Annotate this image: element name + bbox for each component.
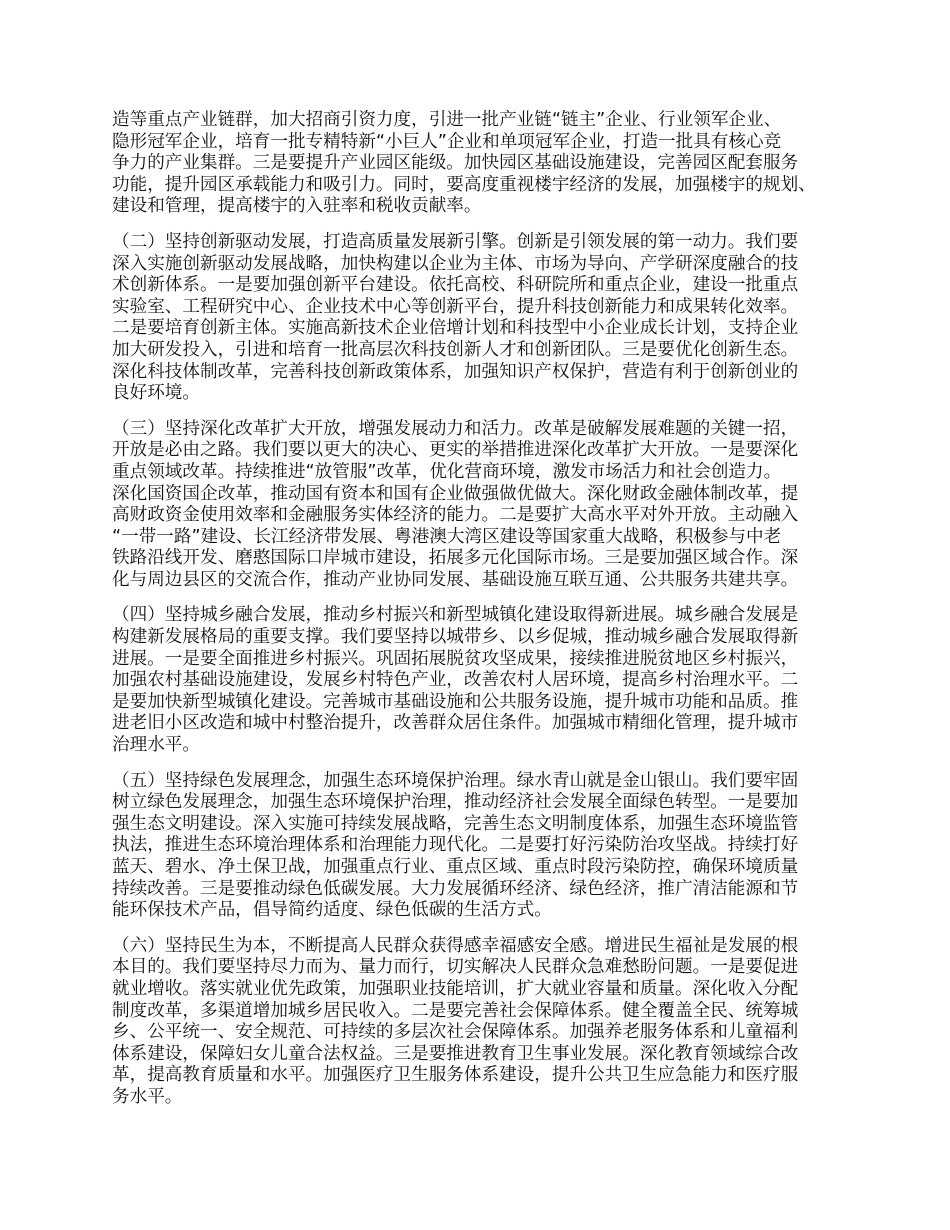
text-line: 强生态文明建设。深入实施可持续发展战略，完善生态文明制度体系，加强生态环境监管: [112, 813, 799, 834]
text-line: 良好环境。: [112, 383, 200, 404]
text-line: （二）坚持创新驱动发展，打造高质量发展新引擎。创新是引领发展的第一动力。我们要: [112, 231, 799, 252]
document-body: [112, 110, 852, 1123]
text-line: 争力的产业集群。三是要提升产业园区能级。加快园区基础设施建设，完善园区配套服务: [112, 153, 799, 174]
text-line: 持续改善。三是要推动绿色低碳发展。大力发展循环经济、绿色经济，推广清洁能源和节: [112, 878, 799, 899]
text-line: （六）坚持民生为本，不断提高人民群众获得感幸福感安全感。增进民生福祉是发展的根: [112, 935, 799, 956]
text-line: 蓝天、碧水、净土保卫战，加强重点行业、重点区域、重点时段污染防控，确保环境质量: [112, 857, 799, 877]
text-line: 构建新发展格局的重要支撑。我们要坚持以城带乡、以乡促城，推动城乡融合发展取得新: [112, 627, 799, 648]
text-line: 深化国资国企改革，推动国有资本和国有企业做强做优做大。深化财政金融体制改革，提: [112, 483, 799, 504]
text-line: 执法，推进生态环境治理体系和治理能力现代化。二是要打好污染防治攻坚战。持续打好: [112, 835, 799, 856]
text-line: 乡、公平统一、安全规范、可持续的多层次社会保障体系。加强养老服务体系和儿童福利: [112, 1022, 799, 1043]
paragraph-urban-rural: [112, 605, 852, 756]
text-line: 体系建设，保障妇女儿童合法权益。三是要推进教育卫生事业发展。深化教育领域综合改: [112, 1043, 799, 1064]
text-line: （五）坚持绿色发展理念，加强生态环境保护治理。绿水青山就是金山银山。我们要牢固: [112, 770, 799, 791]
text-line: 加强农村基础设施建设，发展乡村特色产业，改善农村人居环境，提高乡村治理水平。二: [112, 670, 799, 691]
text-line: 树立绿色发展理念，加强生态环境保护治理，推动经济社会发展全面绿色转型。一是要加: [112, 792, 799, 813]
text-line: “一带一路”建设、长江经济带发展、粤港澳大湾区建设等国家重大战略，积极参与中老: [112, 526, 782, 547]
text-line: 高财政资金使用效率和金融服务实体经济的能力。二是要扩大高水平对外开放。主动融入: [112, 505, 799, 526]
paragraph-industry-chain: [112, 110, 852, 218]
text-line: 化与周边县区的交流合作，推动产业协同发展、基础设施互联互通、公共服务共建共享。: [112, 569, 799, 590]
text-line: 二是要培育创新主体。实施高新技术企业倍增计划和科技型中小企业成长计划，支持企业: [112, 318, 799, 339]
text-line: 就业增收。落实就业优先政策，加强职业技能培训，扩大就业容量和质量。深化收入分配: [112, 978, 799, 999]
text-line: 术创新体系。一是要加强创新平台建设。依托高校、科研院所和重点企业，建设一批重点: [112, 275, 799, 296]
text-line: 革，提高教育质量和水平。加强医疗卫生服务体系建设，提升公共卫生应急能力和医疗服: [112, 1065, 799, 1086]
text-line: 功能，提升园区承载能力和吸引力。同时，要高度重视楼宇经济的发展，加强楼宇的规划、: [112, 174, 816, 195]
text-line: 进老旧小区改造和城中村整治提升，改善群众居住条件。加强城市精细化管理，提升城市: [112, 713, 799, 734]
text-line: 隐形冠军企业，培育一批专精特新“小巨人”企业和单项冠军企业，打造一批具有核心竞: [112, 131, 782, 152]
text-line: 务水平。: [112, 1086, 183, 1107]
text-line: （三）坚持深化改革扩大开放，增强发展动力和活力。改革是破解发展难题的关键一招，: [112, 418, 799, 439]
paragraph-reform-opening: [112, 419, 852, 592]
text-line: 深化科技体制改革，完善科技创新政策体系，加强知识产权保护，营造有利于创新创业的: [112, 361, 799, 382]
text-line: 造等重点产业链群，加大招商引资力度，引进一批产业链“链主”企业、行业领军企业、: [112, 110, 782, 130]
text-line: 治理水平。: [112, 735, 200, 756]
text-line: 制度改革，多渠道增加城乡居民收入。二是要完善社会保障体系。健全覆盖全民、统筹城: [112, 1000, 799, 1021]
text-line: 是要加快新型城镇化建设。完善城市基础设施和公共服务设施，提升城市功能和品质。推: [112, 691, 799, 712]
text-line: 加大研发投入，引进和培育一批高层次科技创新人才和创新团队。三是要优化创新生态。: [112, 339, 799, 360]
paragraph-innovation: [112, 232, 852, 405]
text-line: 铁路沿线开发、磨憨国际口岸城市建设，拓展多元化国际市场。三是要加强区域合作。深: [112, 548, 799, 569]
text-line: 能环保技术产品，倡导简约适度、绿色低碳的生活方式。: [112, 900, 552, 921]
text-line: 进展。一是要全面推进乡村振兴。巩固拓展脱贫攻坚成果，接续推进脱贫地区乡村振兴，: [112, 648, 799, 669]
text-line: 深入实施创新驱动发展战略，加快构建以企业为主体、市场为导向、产学研深度融合的技: [112, 253, 799, 274]
text-line: 本目的。我们要坚持尽力而为、量力而行，切实解决人民群众急难愁盼问题。一是要促进: [112, 957, 799, 978]
text-line: 实验室、工程研究中心、企业技术中心等创新平台，提升科技创新能力和成果转化效率。: [112, 296, 799, 317]
text-line: （四）坚持城乡融合发展，推动乡村振兴和新型城镇化建设取得新进展。城乡融合发展是: [112, 605, 799, 626]
text-line: 重点领域改革。持续推进“放管服”改革，优化营商环境，激发市场活力和社会创造力。: [112, 461, 782, 482]
paragraph-green-development: [112, 771, 852, 922]
paragraph-livelihood: [112, 936, 852, 1109]
text-line: 开放是必由之路。我们要以更大的决心、更实的举措推进深化改革扩大开放。一是要深化: [112, 440, 799, 461]
text-line: 建设和管理，提高楼宇的入驻率和税收贡献率。: [112, 196, 482, 217]
